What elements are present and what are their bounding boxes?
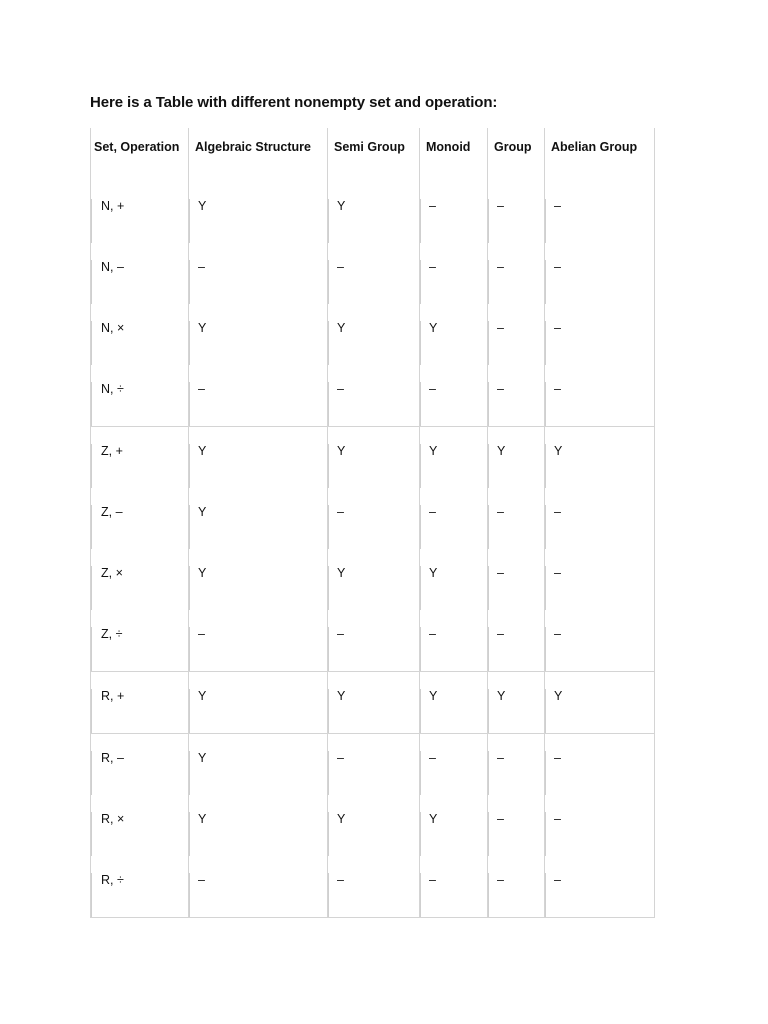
cell-text: – [488, 812, 544, 856]
cell-text: – [545, 751, 654, 795]
table-cell [189, 795, 328, 856]
cell-text: R, × [91, 812, 188, 856]
table-cell [420, 182, 488, 243]
table-cell [488, 304, 545, 365]
cell-text: – [545, 873, 654, 917]
header-abelian-group: Abelian Group [545, 128, 655, 182]
cell-text: – [488, 873, 544, 917]
table-cell [328, 795, 420, 856]
header-monoid: Monoid [420, 128, 488, 182]
table-cell [91, 488, 189, 549]
table-cell [189, 672, 328, 734]
cell-text: – [545, 199, 654, 243]
table-cell [488, 610, 545, 672]
table-cell [189, 549, 328, 610]
table-cell [328, 243, 420, 304]
table-cell [189, 856, 328, 918]
cell-text: – [328, 382, 419, 426]
table-cell [420, 610, 488, 672]
cell-text: Y [328, 199, 419, 243]
table-cell [420, 795, 488, 856]
table-cell [488, 672, 545, 734]
cell-text: – [420, 260, 487, 304]
cell-text: – [488, 321, 544, 365]
cell-text: – [545, 566, 654, 610]
table-cell [420, 549, 488, 610]
table-cell [545, 549, 655, 610]
table-cell [488, 182, 545, 243]
table-cell [189, 304, 328, 365]
table-cell [91, 427, 189, 489]
cell-text: N, + [91, 199, 188, 243]
table-cell [189, 734, 328, 796]
cell-text: Y [420, 444, 487, 488]
table-cell [328, 549, 420, 610]
cell-text: Z, – [91, 505, 188, 549]
cell-text: Y [189, 751, 327, 795]
cell-text: – [420, 627, 487, 671]
cell-text: Y [189, 444, 327, 488]
cell-text: – [328, 627, 419, 671]
cell-text: – [420, 382, 487, 426]
table-cell [328, 856, 420, 918]
cell-text: – [545, 505, 654, 549]
table-cell [328, 182, 420, 243]
table-row [91, 549, 655, 610]
header-semi-group: Semi Group [328, 128, 420, 182]
cell-text: – [189, 627, 327, 671]
table-cell [545, 734, 655, 796]
table-row [91, 734, 655, 796]
cell-text: Z, + [91, 444, 188, 488]
table-cell [189, 610, 328, 672]
cell-text: Y [545, 444, 654, 488]
table-cell [545, 610, 655, 672]
table-cell [91, 243, 189, 304]
table-cell [488, 549, 545, 610]
table-row [91, 488, 655, 549]
cell-text: N, – [91, 260, 188, 304]
table-cell [328, 672, 420, 734]
table-cell [420, 304, 488, 365]
table-row [91, 795, 655, 856]
document-title: Here is a Table with different nonempty set and operation: [90, 94, 498, 111]
cell-text: Y [328, 566, 419, 610]
cell-text: N, × [91, 321, 188, 365]
cell-text: – [420, 199, 487, 243]
cell-text: – [545, 321, 654, 365]
cell-text: – [488, 751, 544, 795]
cell-text: – [545, 260, 654, 304]
table-cell [91, 549, 189, 610]
cell-text: – [545, 812, 654, 856]
table-row [91, 182, 655, 243]
table-row [91, 427, 655, 489]
table-cell [420, 488, 488, 549]
cell-text: Y [488, 689, 544, 733]
cell-text: – [545, 627, 654, 671]
cell-text: – [189, 873, 327, 917]
table-row [91, 610, 655, 672]
cell-text: – [328, 260, 419, 304]
cell-text: R, + [91, 689, 188, 733]
table-cell [328, 488, 420, 549]
table-row [91, 304, 655, 365]
table-cell [91, 610, 189, 672]
table-cell [189, 365, 328, 427]
cell-text: Y [328, 689, 419, 733]
table-cell [545, 427, 655, 489]
table-body [91, 182, 655, 918]
table-cell [420, 856, 488, 918]
cell-text: Z, × [91, 566, 188, 610]
table-row [91, 672, 655, 734]
table-cell [545, 304, 655, 365]
table-cell [328, 304, 420, 365]
table-cell [420, 427, 488, 489]
cell-text: Z, ÷ [91, 627, 188, 671]
table-cell [91, 795, 189, 856]
table-cell [488, 795, 545, 856]
cell-text: Y [189, 689, 327, 733]
header-algebraic-structure: Algebraic Structure [189, 128, 328, 182]
header-set-operation: Set, Operation [91, 128, 189, 182]
table-row [91, 365, 655, 427]
table-cell [488, 856, 545, 918]
cell-text: – [545, 382, 654, 426]
cell-text: Y [189, 321, 327, 365]
table-cell [91, 365, 189, 427]
cell-text: – [328, 873, 419, 917]
cell-text: Y [189, 566, 327, 610]
cell-text: – [488, 627, 544, 671]
table-row [91, 856, 655, 918]
cell-text: – [189, 260, 327, 304]
table-cell [328, 610, 420, 672]
cell-text: – [488, 260, 544, 304]
table-cell [189, 182, 328, 243]
table-cell [189, 427, 328, 489]
cell-text: Y [328, 812, 419, 856]
table-cell [420, 672, 488, 734]
table-cell [420, 243, 488, 304]
cell-text: – [488, 505, 544, 549]
table-header [91, 128, 655, 182]
table-cell [545, 672, 655, 734]
cell-text: Y [545, 689, 654, 733]
cell-text: R, – [91, 751, 188, 795]
cell-text: – [328, 505, 419, 549]
cell-text: Y [488, 444, 544, 488]
table-cell [328, 365, 420, 427]
cell-text: Y [420, 321, 487, 365]
table-cell [488, 488, 545, 549]
table-cell [488, 365, 545, 427]
table-cell [488, 243, 545, 304]
table-cell [91, 734, 189, 796]
cell-text: Y [328, 444, 419, 488]
cell-text: Y [420, 689, 487, 733]
cell-text: – [488, 382, 544, 426]
table-cell [545, 856, 655, 918]
cell-text: N, ÷ [91, 382, 188, 426]
cell-text: Y [189, 812, 327, 856]
cell-text: Y [420, 566, 487, 610]
header-row [91, 128, 655, 182]
cell-text: – [189, 382, 327, 426]
table-row [91, 243, 655, 304]
table-cell [545, 182, 655, 243]
table-cell [91, 672, 189, 734]
cell-text: – [420, 505, 487, 549]
table-cell [488, 734, 545, 796]
table-cell [189, 243, 328, 304]
table-cell [328, 734, 420, 796]
cell-text: – [328, 751, 419, 795]
cell-text: – [420, 873, 487, 917]
cell-text: Y [189, 199, 327, 243]
table-cell [545, 488, 655, 549]
table-cell [328, 427, 420, 489]
cell-text: Y [328, 321, 419, 365]
cell-text: – [420, 751, 487, 795]
table-cell [545, 243, 655, 304]
table-cell [545, 795, 655, 856]
cell-text: – [488, 566, 544, 610]
table-cell [91, 856, 189, 918]
table-cell [545, 365, 655, 427]
structures-table [90, 128, 655, 918]
cell-text: Y [189, 505, 327, 549]
table-cell [488, 427, 545, 489]
header-group: Group [488, 128, 545, 182]
table-cell [189, 488, 328, 549]
table-cell [420, 734, 488, 796]
cell-text: R, ÷ [91, 873, 188, 917]
cell-text: – [488, 199, 544, 243]
table-cell [91, 304, 189, 365]
table-cell [420, 365, 488, 427]
table-cell [91, 182, 189, 243]
cell-text: Y [420, 812, 487, 856]
